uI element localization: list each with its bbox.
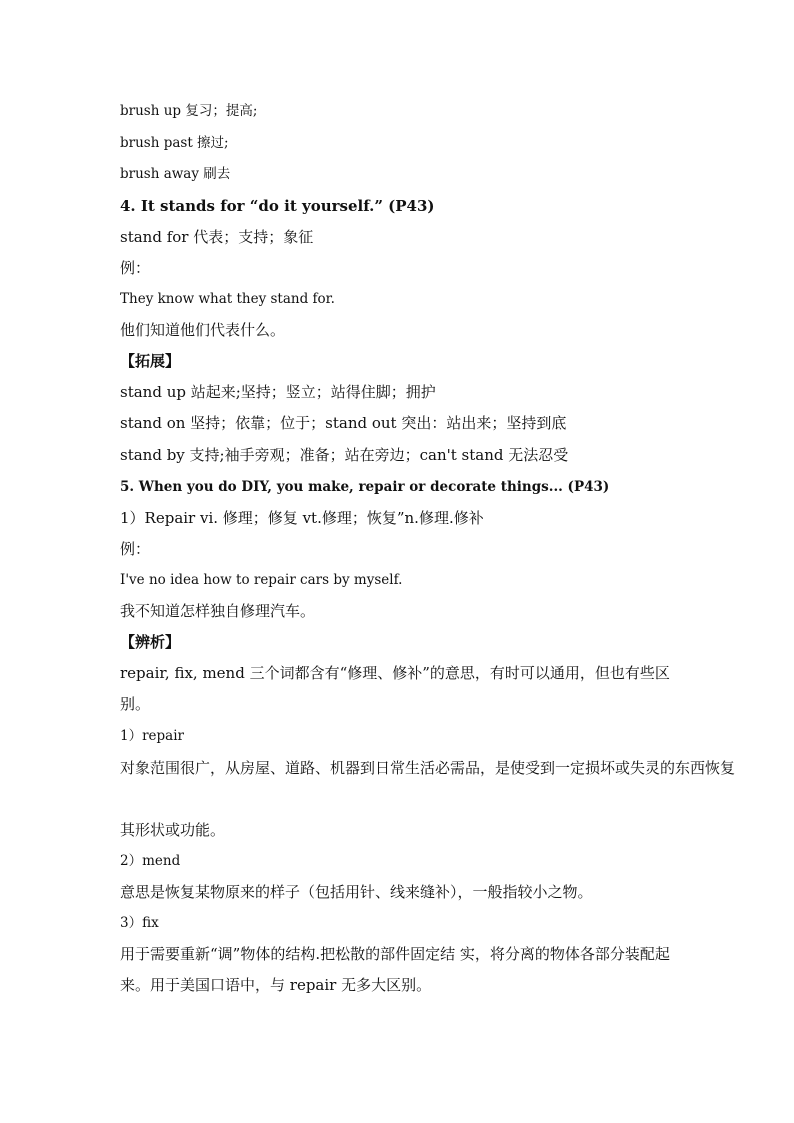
- text-line-repair-def: 1）Repair vi. 修理；修复 vt.修理；恢复”n.修理.修补: [120, 509, 484, 527]
- example-sentence-zh-2: 我不知道怎样独自修理汽车。: [120, 602, 316, 620]
- subheading-repair: 1）repair: [120, 728, 184, 744]
- text-line-stand-up: stand up 站起来;坚持；竖立；站得住脚；拥护: [120, 383, 436, 401]
- subheading-mend: 2）mend: [120, 853, 181, 869]
- section-heading-4: 4. It stands for “do it yourself.” (P43): [120, 197, 435, 215]
- mend-description: 意思是恢复某物原来的样子（包括用针、线来缝补），一般指较小之物。: [120, 883, 593, 901]
- example-label: 例：: [120, 259, 151, 277]
- subheading-fix: 3）fix: [120, 915, 159, 931]
- text-line-stand-on: stand on 坚持；依靠；位于；stand out 突出：站出来；坚持到底: [120, 414, 567, 432]
- text-line-brush-up: brush up 复习；提高;: [120, 103, 258, 119]
- repair-description: 对象范围很广，从房屋、道路、机器到日常生活必需品，是使受到一定损坏或失灵的东西恢复: [120, 759, 736, 777]
- text-line-brush-past: brush past 擦过;: [120, 135, 229, 151]
- example-sentence-zh: 他们知道他们代表什么。: [120, 321, 286, 339]
- example-label-2: 例：: [120, 540, 151, 558]
- section-heading-5: 5. When you do DIY, you make, repair or decorate things... (P43): [120, 479, 610, 495]
- fix-description: 用于需要重新“调”物体的结构.把松散的部件固定结 实，将分离的物体各部分装配起来。用于美国口语中，与 repair 无多大区别。: [120, 945, 670, 994]
- text-line-brush-away: brush away 刷去: [120, 166, 231, 182]
- repair-description-cont: 其形状或功能。: [120, 821, 226, 839]
- text-line-stand-by: stand by 支持;袖手旁观；准备；站在旁边；can't stand 无法忍受: [120, 446, 569, 464]
- text-line-stand-for: stand for 代表；支持；象征: [120, 228, 314, 246]
- expansion-heading: 【拓展】: [120, 352, 181, 370]
- analysis-intro-paragraph: repair, fix, mend 三个词都含有“修理、修补”的意思，有时可以通用，但也有些区别。: [120, 664, 670, 713]
- analysis-heading: 【辨析】: [120, 633, 181, 651]
- example-sentence-en: They know what they stand for.: [120, 291, 335, 307]
- example-sentence-en-2: I've no idea how to repair cars by myself.: [120, 572, 403, 588]
